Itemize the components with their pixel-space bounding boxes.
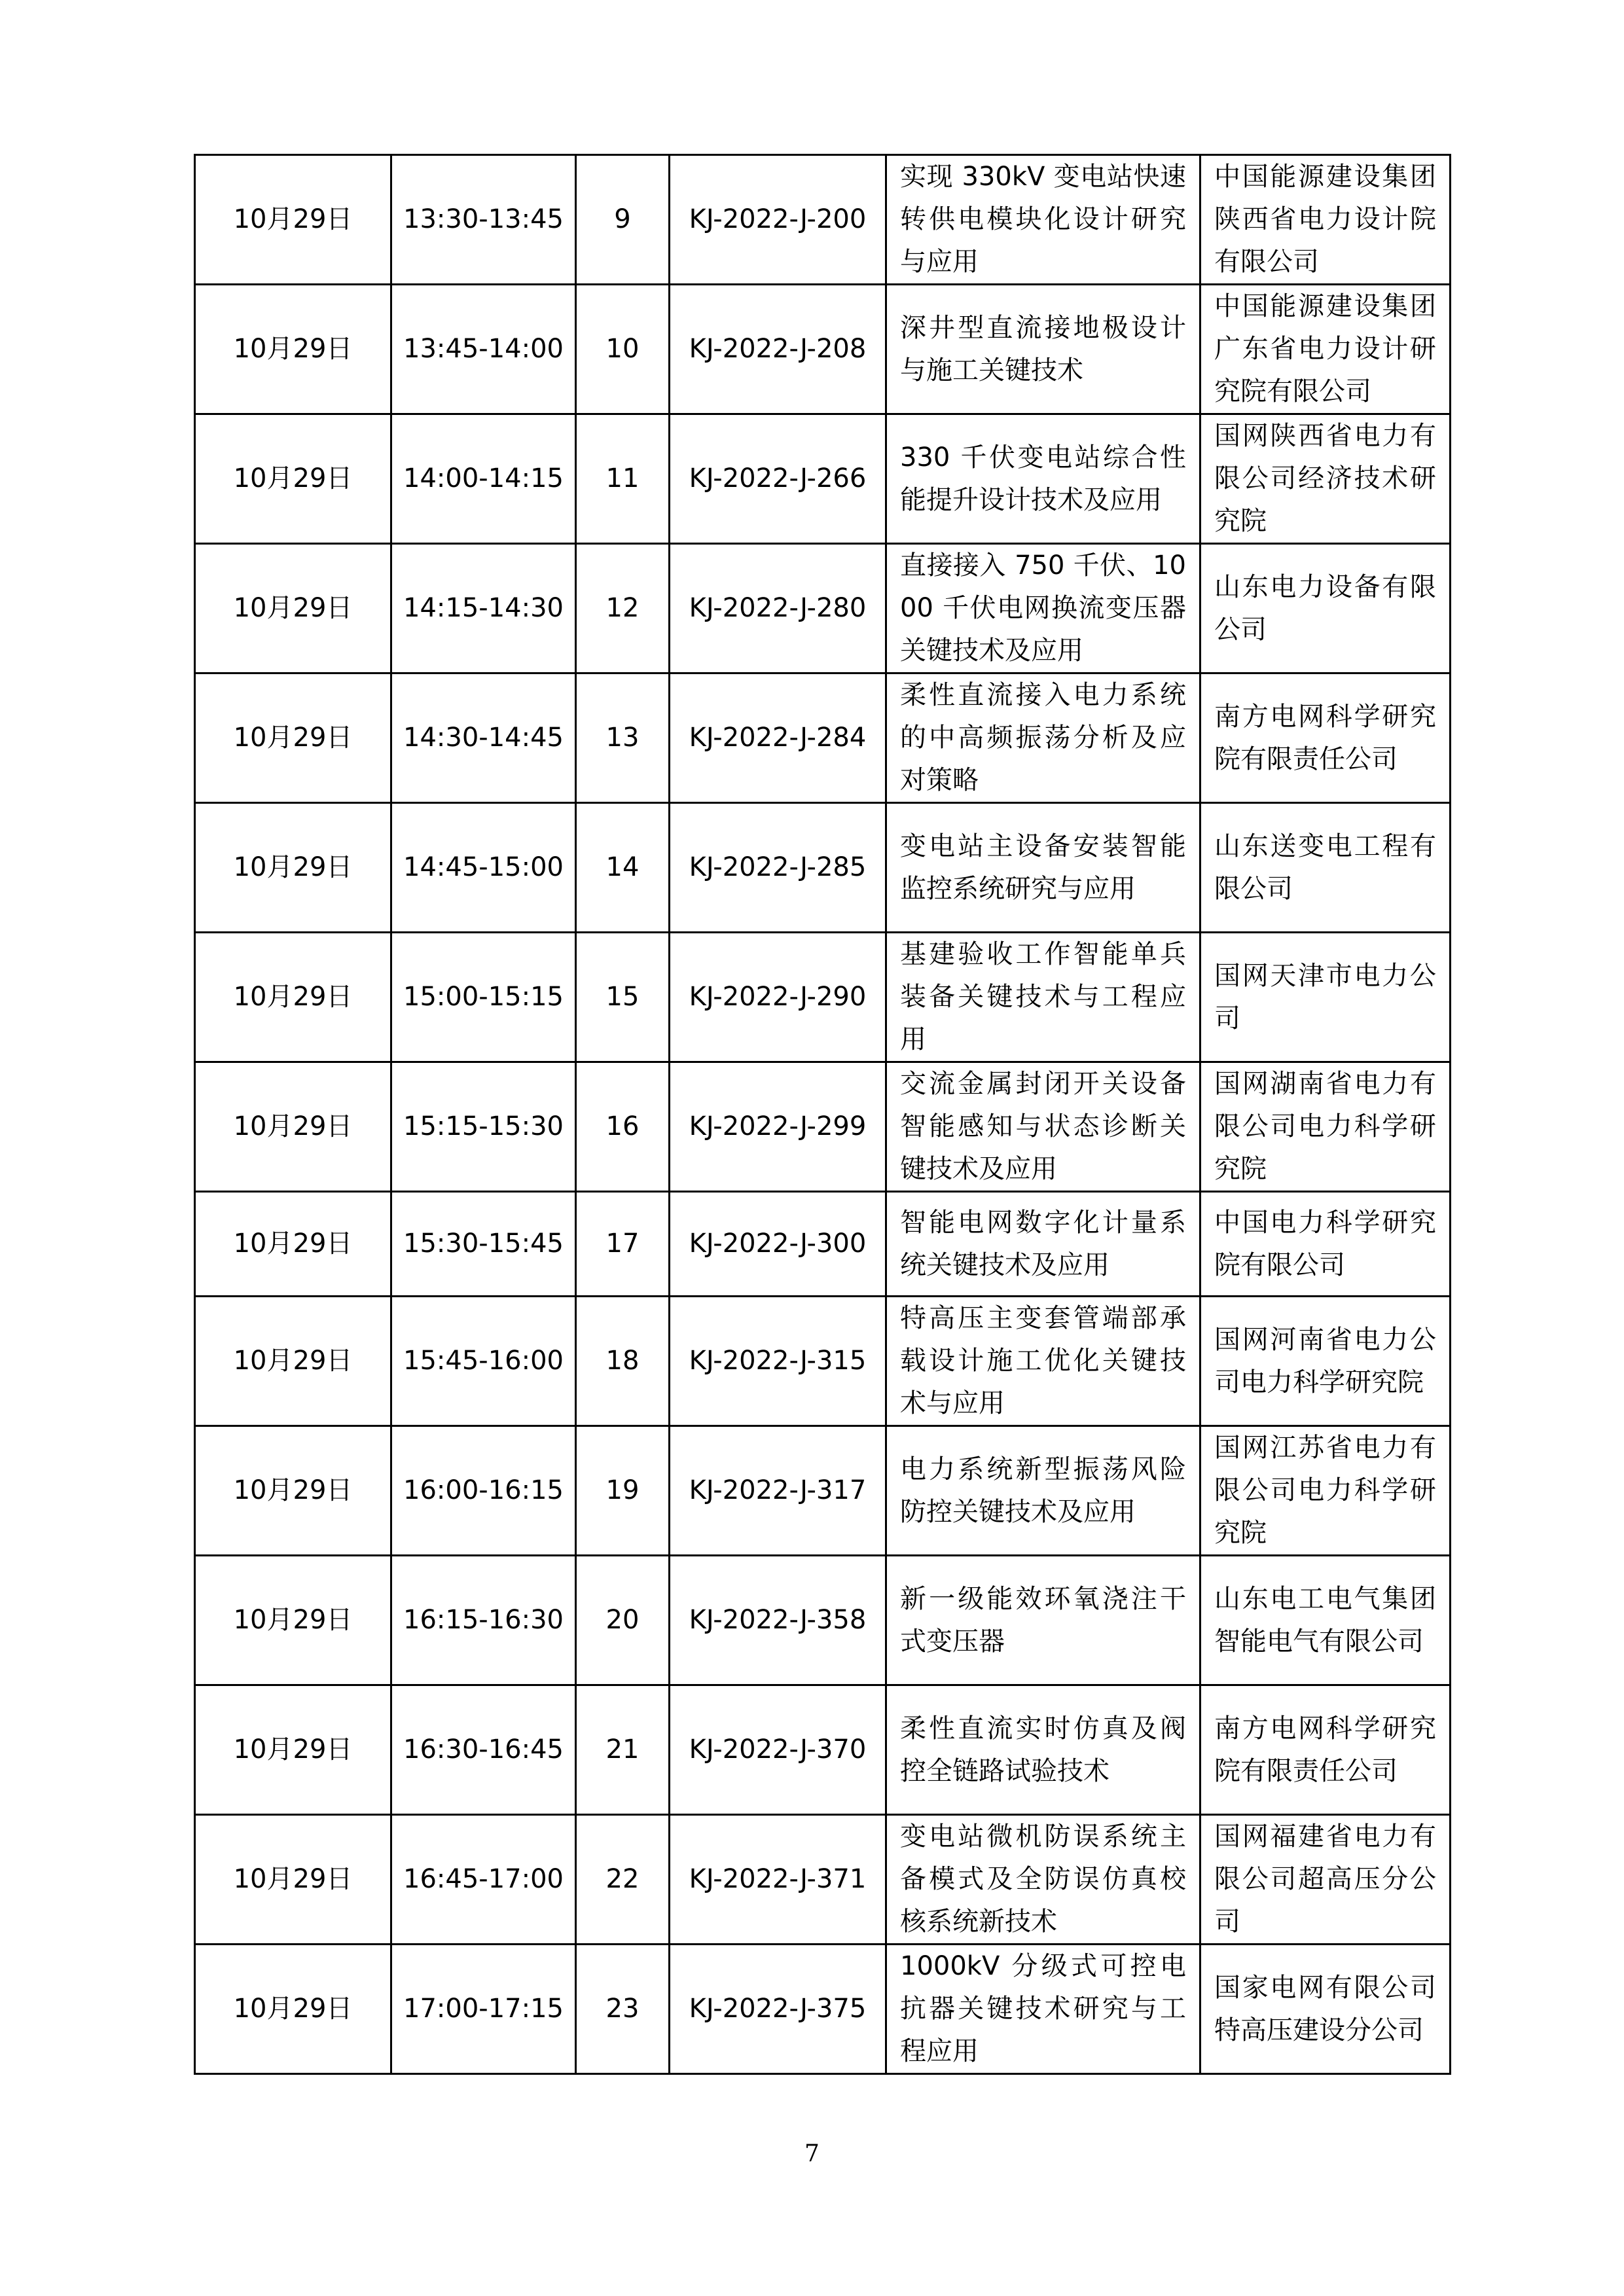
organization-cell: 山东电力设备有限公司 <box>1200 544 1451 673</box>
organization-cell: 国网福建省电力有限公司超高压分公司 <box>1200 1815 1451 1945</box>
project-title-cell: 电力系统新型振荡风险防控关键技术及应用 <box>886 1426 1200 1556</box>
time-cell: 14:30-14:45 <box>391 673 576 803</box>
project-title-cell: 柔性直流接入电力系统的中高频振荡分析及应对策略 <box>886 673 1200 803</box>
table-row <box>195 544 1451 673</box>
schedule-table <box>194 154 1451 2075</box>
organization-cell: 国网湖南省电力有限公司电力科学研究院 <box>1200 1062 1451 1192</box>
project-code-cell: KJ-2022-J-375 <box>670 1945 886 2074</box>
project-title-cell: 柔性直流实时仿真及阀控全链路试验技术 <box>886 1685 1200 1815</box>
project-code-cell: KJ-2022-J-285 <box>670 803 886 933</box>
time-cell: 17:00-17:15 <box>391 1945 576 2074</box>
time-cell: 15:45-16:00 <box>391 1297 576 1426</box>
table-row <box>195 1815 1451 1945</box>
number-cell: 20 <box>576 1556 670 1685</box>
project-title-cell: 实现 330kV 变电站快速转供电模块化设计研究与应用 <box>886 155 1200 285</box>
organization-cell: 中国电力科学研究院有限公司 <box>1200 1192 1451 1297</box>
organization-cell: 国网陕西省电力有限公司经济技术研究院 <box>1200 414 1451 544</box>
project-code-cell: KJ-2022-J-370 <box>670 1685 886 1815</box>
table-row <box>195 1685 1451 1815</box>
project-code-cell: KJ-2022-J-284 <box>670 673 886 803</box>
number-cell: 17 <box>576 1192 670 1297</box>
number-cell: 23 <box>576 1945 670 2074</box>
date-cell: 10月29日 <box>195 1062 391 1192</box>
project-code-cell: KJ-2022-J-208 <box>670 285 886 414</box>
project-title-cell: 交流金属封闭开关设备智能感知与状态诊断关键技术及应用 <box>886 1062 1200 1192</box>
date-cell: 10月29日 <box>195 544 391 673</box>
project-title-cell: 智能电网数字化计量系统关键技术及应用 <box>886 1192 1200 1297</box>
organization-cell: 中国能源建设集团陕西省电力设计院有限公司 <box>1200 155 1451 285</box>
number-cell: 10 <box>576 285 670 414</box>
table-row <box>195 1297 1451 1426</box>
time-cell: 16:30-16:45 <box>391 1685 576 1815</box>
project-title-cell: 变电站微机防误系统主备模式及全防误仿真校核系统新技术 <box>886 1815 1200 1945</box>
table-row <box>195 803 1451 933</box>
time-cell: 16:45-17:00 <box>391 1815 576 1945</box>
table-row <box>195 673 1451 803</box>
date-cell: 10月29日 <box>195 285 391 414</box>
time-cell: 14:45-15:00 <box>391 803 576 933</box>
table-row <box>195 1192 1451 1297</box>
page-number: 7 <box>804 2140 820 2167</box>
project-code-cell: KJ-2022-J-371 <box>670 1815 886 1945</box>
date-cell: 10月29日 <box>195 933 391 1062</box>
organization-cell: 国网河南省电力公司电力科学研究院 <box>1200 1297 1451 1426</box>
project-title-cell: 深井型直流接地极设计与施工关键技术 <box>886 285 1200 414</box>
date-cell: 10月29日 <box>195 1815 391 1945</box>
project-code-cell: KJ-2022-J-280 <box>670 544 886 673</box>
date-cell: 10月29日 <box>195 1556 391 1685</box>
time-cell: 15:30-15:45 <box>391 1192 576 1297</box>
organization-cell: 山东送变电工程有限公司 <box>1200 803 1451 933</box>
table-row <box>195 414 1451 544</box>
time-cell: 13:30-13:45 <box>391 155 576 285</box>
organization-cell: 国家电网有限公司特高压建设分公司 <box>1200 1945 1451 2074</box>
project-title-cell: 特高压主变套管端部承载设计施工优化关键技术与应用 <box>886 1297 1200 1426</box>
organization-cell: 南方电网科学研究院有限责任公司 <box>1200 1685 1451 1815</box>
project-code-cell: KJ-2022-J-358 <box>670 1556 886 1685</box>
table-row <box>195 1556 1451 1685</box>
time-cell: 15:15-15:30 <box>391 1062 576 1192</box>
number-cell: 9 <box>576 155 670 285</box>
number-cell: 13 <box>576 673 670 803</box>
date-cell: 10月29日 <box>195 803 391 933</box>
date-cell: 10月29日 <box>195 155 391 285</box>
number-cell: 19 <box>576 1426 670 1556</box>
number-cell: 12 <box>576 544 670 673</box>
date-cell: 10月29日 <box>195 1685 391 1815</box>
number-cell: 18 <box>576 1297 670 1426</box>
organization-cell: 南方电网科学研究院有限责任公司 <box>1200 673 1451 803</box>
time-cell: 15:00-15:15 <box>391 933 576 1062</box>
number-cell: 21 <box>576 1685 670 1815</box>
table-row <box>195 1945 1451 2074</box>
project-title-cell: 变电站主设备安装智能监控系统研究与应用 <box>886 803 1200 933</box>
project-code-cell: KJ-2022-J-266 <box>670 414 886 544</box>
table-row <box>195 155 1451 285</box>
date-cell: 10月29日 <box>195 414 391 544</box>
date-cell: 10月29日 <box>195 1426 391 1556</box>
number-cell: 22 <box>576 1815 670 1945</box>
number-cell: 14 <box>576 803 670 933</box>
project-title-cell: 330 千伏变电站综合性能提升设计技术及应用 <box>886 414 1200 544</box>
number-cell: 11 <box>576 414 670 544</box>
project-code-cell: KJ-2022-J-317 <box>670 1426 886 1556</box>
table-row <box>195 1062 1451 1192</box>
project-title-cell: 新一级能效环氧浇注干式变压器 <box>886 1556 1200 1685</box>
schedule-table-body <box>195 155 1451 2074</box>
project-title-cell: 1000kV 分级式可控电抗器关键技术研究与工程应用 <box>886 1945 1200 2074</box>
project-code-cell: KJ-2022-J-290 <box>670 933 886 1062</box>
organization-cell: 国网江苏省电力有限公司电力科学研究院 <box>1200 1426 1451 1556</box>
number-cell: 16 <box>576 1062 670 1192</box>
date-cell: 10月29日 <box>195 673 391 803</box>
project-code-cell: KJ-2022-J-200 <box>670 155 886 285</box>
number-cell: 15 <box>576 933 670 1062</box>
project-title-cell: 基建验收工作智能单兵装备关键技术与工程应用 <box>886 933 1200 1062</box>
date-cell: 10月29日 <box>195 1297 391 1426</box>
date-cell: 10月29日 <box>195 1192 391 1297</box>
time-cell: 13:45-14:00 <box>391 285 576 414</box>
organization-cell: 国网天津市电力公司 <box>1200 933 1451 1062</box>
project-title-cell: 直接接入 750 千伏、1000 千伏电网换流变压器关键技术及应用 <box>886 544 1200 673</box>
table-row <box>195 1426 1451 1556</box>
organization-cell: 中国能源建设集团广东省电力设计研究院有限公司 <box>1200 285 1451 414</box>
time-cell: 16:00-16:15 <box>391 1426 576 1556</box>
project-code-cell: KJ-2022-J-300 <box>670 1192 886 1297</box>
time-cell: 14:15-14:30 <box>391 544 576 673</box>
date-cell: 10月29日 <box>195 1945 391 2074</box>
time-cell: 14:00-14:15 <box>391 414 576 544</box>
organization-cell: 山东电工电气集团智能电气有限公司 <box>1200 1556 1451 1685</box>
time-cell: 16:15-16:30 <box>391 1556 576 1685</box>
table-row <box>195 285 1451 414</box>
table-row <box>195 933 1451 1062</box>
project-code-cell: KJ-2022-J-299 <box>670 1062 886 1192</box>
project-code-cell: KJ-2022-J-315 <box>670 1297 886 1426</box>
